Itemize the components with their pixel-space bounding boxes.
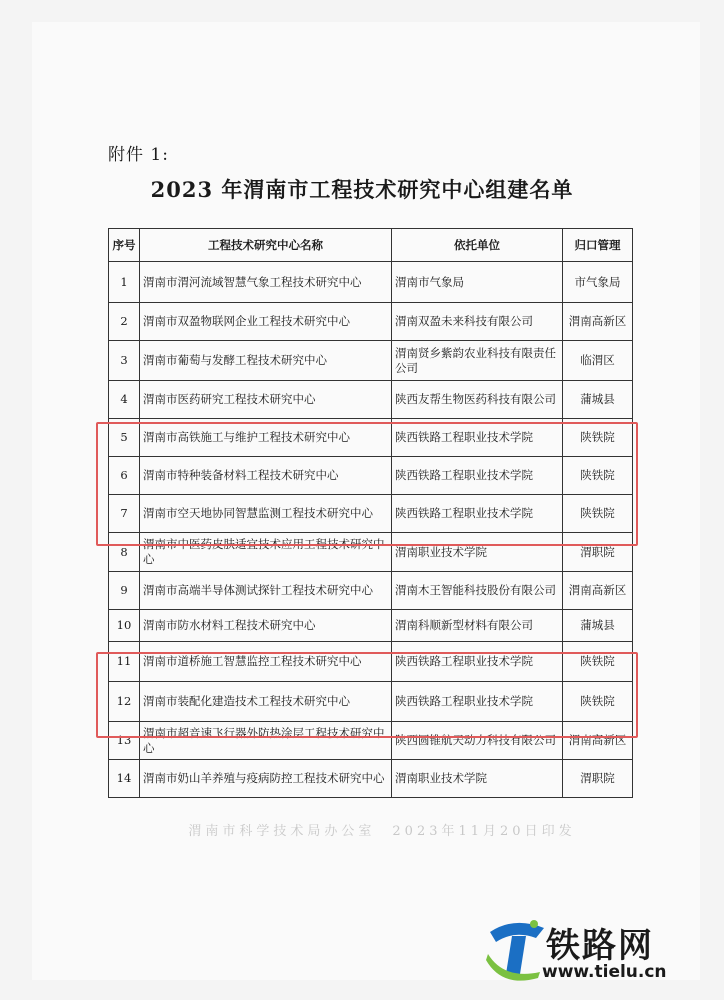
management-unit: 临渭区 xyxy=(563,341,633,381)
host-organization: 渭南木王智能科技股份有限公司 xyxy=(392,572,563,610)
table-row xyxy=(109,381,633,419)
row-number: 1 xyxy=(109,262,140,303)
row-number: 11 xyxy=(109,642,140,682)
center-name: 渭南市道桥施工智慧监控工程技术研究中心 xyxy=(140,642,392,682)
document-title: 2023 年渭南市工程技术研究中心组建名单 xyxy=(150,177,574,202)
host-organization: 渭南市气象局 xyxy=(392,262,563,303)
table-row xyxy=(109,760,633,798)
management-unit: 市气象局 xyxy=(563,262,633,303)
table-row xyxy=(109,341,633,381)
table-row xyxy=(109,682,633,722)
row-number: 7 xyxy=(109,495,140,533)
row-number: 4 xyxy=(109,381,140,419)
center-name: 渭南市防水材料工程技术研究中心 xyxy=(140,610,392,642)
table-row xyxy=(109,642,633,682)
logo-url-text: www.tielu.cn xyxy=(542,962,667,982)
host-organization: 陕西铁路工程职业技术学院 xyxy=(392,682,563,722)
host-organization: 陕西铁路工程职业技术学院 xyxy=(392,419,563,457)
center-name: 渭南市超音速飞行器外防热涂层工程技术研究中心 xyxy=(140,722,392,760)
management-unit: 陕铁院 xyxy=(563,682,633,722)
center-name: 渭南市中医药皮肤适宜技术应用工程技术研究中心 xyxy=(140,533,392,572)
header-center-name: 工程技术研究中心名称 xyxy=(140,229,392,262)
center-name: 渭南市渭河流域智慧气象工程技术研究中心 xyxy=(140,262,392,303)
management-unit: 渭职院 xyxy=(563,533,633,572)
row-number: 12 xyxy=(109,682,140,722)
header-no: 序号 xyxy=(109,229,140,262)
management-unit: 蒲城县 xyxy=(563,610,633,642)
center-name: 渭南市特种装备材料工程技术研究中心 xyxy=(140,457,392,495)
center-name: 渭南市高铁施工与维护工程技术研究中心 xyxy=(140,419,392,457)
host-organization: 陕西友帮生物医药科技有限公司 xyxy=(392,381,563,419)
management-unit: 渭南高新区 xyxy=(563,722,633,760)
table-row xyxy=(109,457,633,495)
center-name: 渭南市空天地协同智慧监测工程技术研究中心 xyxy=(140,495,392,533)
tielu-logo xyxy=(484,910,704,990)
center-name: 渭南市装配化建造技术工程技术研究中心 xyxy=(140,682,392,722)
table-row xyxy=(109,533,633,572)
management-unit: 陕铁院 xyxy=(563,642,633,682)
management-unit: 陕铁院 xyxy=(563,419,633,457)
logo-brand-text: 铁路网 xyxy=(546,926,654,966)
header-host-org: 依托单位 xyxy=(392,229,563,262)
center-name: 渭南市双盈物联网企业工程技术研究中心 xyxy=(140,303,392,341)
table-row xyxy=(109,572,633,610)
row-number: 13 xyxy=(109,722,140,760)
management-unit: 蒲城县 xyxy=(563,381,633,419)
host-organization: 渭南双盈未来科技有限公司 xyxy=(392,303,563,341)
tielu-logo-icon xyxy=(484,914,550,984)
management-unit: 渭南高新区 xyxy=(563,303,633,341)
table-row xyxy=(109,722,633,760)
center-name: 渭南市医药研究工程技术研究中心 xyxy=(140,381,392,419)
row-number: 8 xyxy=(109,533,140,572)
host-organization: 渭南科顺新型材料有限公司 xyxy=(392,610,563,642)
management-unit: 渭职院 xyxy=(563,760,633,798)
table-row xyxy=(109,495,633,533)
management-unit: 陕铁院 xyxy=(563,495,633,533)
row-number: 9 xyxy=(109,572,140,610)
table-row xyxy=(109,419,633,457)
header-management: 归口管理 xyxy=(563,229,633,262)
management-unit: 渭南高新区 xyxy=(563,572,633,610)
host-organization: 陕西圆锥航天动力科技有限公司 xyxy=(392,722,563,760)
host-organization: 渭南职业技术学院 xyxy=(392,760,563,798)
row-number: 3 xyxy=(109,341,140,381)
center-name: 渭南市奶山羊养殖与疫病防控工程技术研究中心 xyxy=(140,760,392,798)
center-name: 渭南市高端半导体测试探针工程技术研究中心 xyxy=(140,572,392,610)
center-name: 渭南市葡萄与发酵工程技术研究中心 xyxy=(140,341,392,381)
table-header-row xyxy=(109,229,633,262)
row-number: 6 xyxy=(109,457,140,495)
row-number: 2 xyxy=(109,303,140,341)
host-organization: 陕西铁路工程职业技术学院 xyxy=(392,642,563,682)
row-number: 10 xyxy=(109,610,140,642)
row-number: 14 xyxy=(109,760,140,798)
faded-footer-watermark: 渭南市科学技术局办公室 2023年11月20日印发 xyxy=(188,824,576,839)
management-unit: 陕铁院 xyxy=(563,457,633,495)
host-organization: 陕西铁路工程职业技术学院 xyxy=(392,457,563,495)
table-row xyxy=(109,610,633,642)
host-organization: 渭南贤乡紫韵农业科技有限责任公司 xyxy=(392,341,563,381)
host-organization: 渭南职业技术学院 xyxy=(392,533,563,572)
research-center-table xyxy=(108,228,633,798)
table-row xyxy=(109,303,633,341)
attachment-label: 附件 1: xyxy=(108,145,169,165)
host-organization: 陕西铁路工程职业技术学院 xyxy=(392,495,563,533)
row-number: 5 xyxy=(109,419,140,457)
table-row xyxy=(109,262,633,303)
